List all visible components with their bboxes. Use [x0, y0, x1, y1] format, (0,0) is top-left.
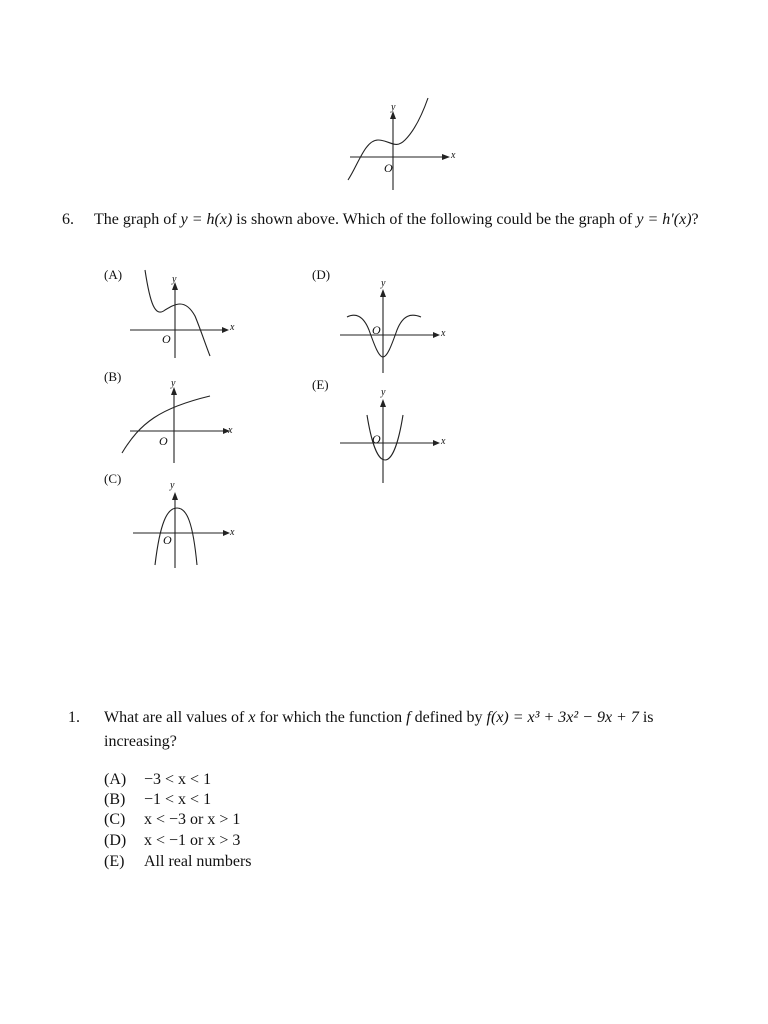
q1-line1-pre: What are all values of [104, 709, 249, 726]
q6-text-mid: is shown above. Which of the following could be the graph of [232, 211, 637, 228]
q6-e-x-label: x [441, 436, 446, 447]
q1-choice-b-letter: (B) [104, 791, 126, 808]
q6-a-origin: O [162, 332, 171, 346]
q1-line1-mid2: defined by [410, 709, 487, 726]
q1-choice-d[interactable] [104, 831, 240, 851]
q6-option-a-graph[interactable] [125, 268, 245, 368]
q1-choice-e-letter: (E) [104, 853, 125, 870]
q1-stem-line2: increasing? [104, 733, 177, 750]
q1-choice-d-letter: (D) [104, 832, 127, 849]
q6-number: 6. [62, 211, 74, 228]
q1-number: 1. [68, 709, 80, 726]
q6-option-b-label[interactable]: (B) [104, 369, 122, 384]
q1-choice-c[interactable] [104, 810, 240, 830]
h-graph [340, 95, 460, 195]
q1-choice-d-text: x < −1 or x > 3 [144, 832, 241, 849]
q6-c-y-label: y [170, 480, 175, 491]
q1-line1-eq: f(x) = x³ + 3x² − 9x + 7 [486, 709, 639, 726]
q6-d-y-label: y [381, 278, 386, 289]
q1-choice-c-text: x < −3 or x > 1 [144, 811, 241, 828]
q6-d-origin: O [372, 323, 381, 337]
q1-choice-e[interactable] [104, 852, 252, 872]
q6-option-b-graph[interactable] [120, 378, 240, 478]
q1-choice-a[interactable] [104, 770, 211, 790]
q6-e-origin: O [372, 432, 381, 446]
q6-eq2: y = h′(x) [636, 211, 692, 228]
q6-d-x-label: x [441, 328, 446, 339]
q6-a-y-label: y [172, 274, 177, 285]
q1-choice-c-letter: (C) [104, 811, 126, 828]
q1-choice-b-text: −1 < x < 1 [144, 791, 212, 808]
q6-option-e-label[interactable]: (E) [312, 377, 329, 392]
q1-choice-a-letter: (A) [104, 771, 127, 788]
q6-text-pre: The graph of [94, 211, 181, 228]
q1-line1-mid: for which the function [255, 709, 407, 726]
q1-line1-f: f [406, 709, 411, 726]
q6-option-d-graph[interactable] [335, 275, 455, 375]
q6-b-origin: O [159, 434, 168, 448]
q1-choice-e-text: All real numbers [144, 853, 252, 870]
q6-c-x-label: x [230, 527, 235, 538]
q1-choice-a-text: −3 < x < 1 [144, 771, 212, 788]
q1-line1-post: is [638, 709, 654, 726]
q6-text-post: ? [691, 211, 699, 228]
h-graph-origin: O [384, 161, 393, 175]
q6-option-e-graph[interactable] [335, 385, 455, 485]
q6-c-origin: O [163, 533, 172, 547]
q6-eq1: y = h(x) [180, 211, 233, 228]
q6-a-x-label: x [230, 322, 235, 333]
q6-option-d-label[interactable]: (D) [312, 267, 331, 282]
q1-line1-var: x [248, 709, 256, 726]
q6-e-y-label: y [381, 387, 386, 398]
q6-b-x-label: x [228, 425, 233, 436]
q6-b-y-label: y [171, 378, 176, 389]
q6-option-c-graph[interactable] [125, 483, 245, 583]
q1-choice-b[interactable] [104, 790, 211, 810]
q6-stem [94, 210, 699, 230]
h-graph-y-label: y [391, 102, 396, 113]
q6-option-a-label[interactable]: (A) [104, 267, 123, 282]
q6-option-c-label[interactable]: (C) [104, 471, 122, 486]
h-graph-x-label: x [451, 150, 456, 161]
q1-stem-line1 [104, 708, 654, 728]
